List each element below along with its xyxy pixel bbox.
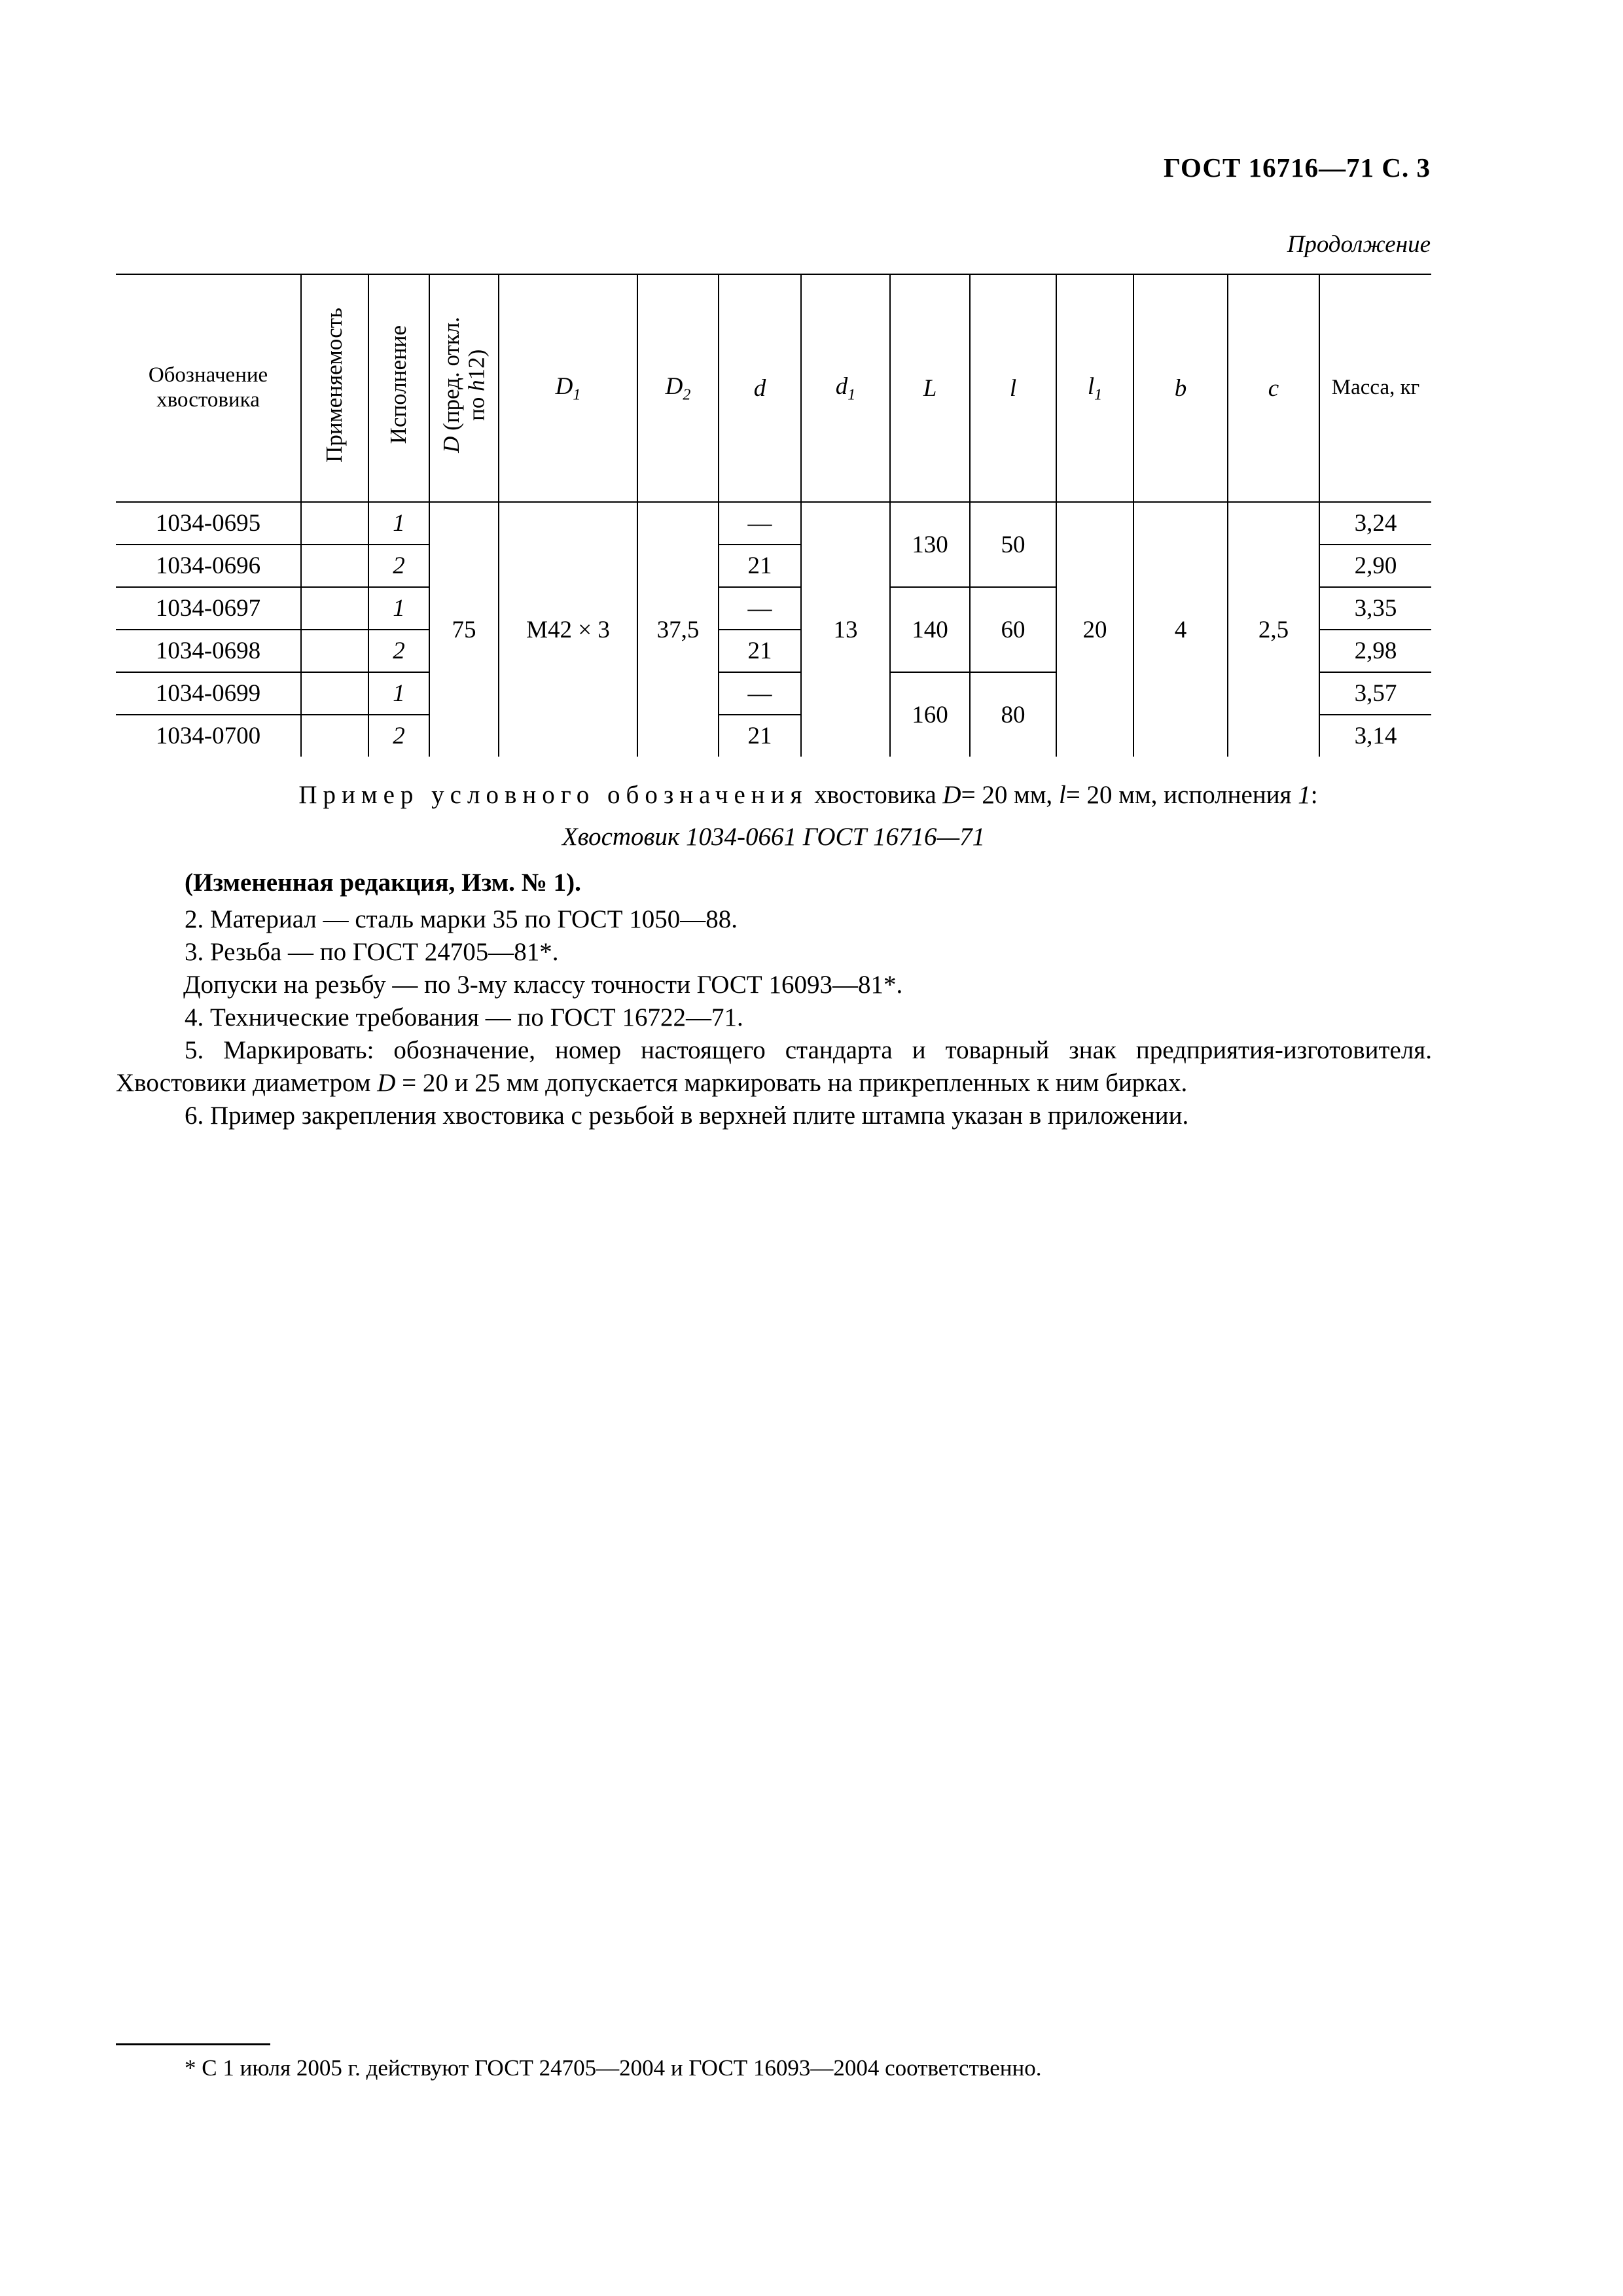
header-version bbox=[368, 274, 429, 502]
cell-L: 140 bbox=[890, 587, 970, 672]
cell-applicability bbox=[301, 545, 368, 587]
cell-d: 21 bbox=[719, 630, 801, 672]
header-D-text bbox=[439, 317, 490, 453]
cell-designation: 1034-0700 bbox=[116, 715, 301, 757]
header-c: c bbox=[1228, 274, 1319, 502]
header-d1-var: d bbox=[835, 372, 848, 400]
cell-version: 2 bbox=[368, 545, 429, 587]
header-l: l bbox=[970, 274, 1056, 502]
cell-D2: 37,5 bbox=[637, 502, 719, 757]
cell-d: 21 bbox=[719, 715, 801, 757]
cell-version: 1 bbox=[368, 502, 429, 545]
item-5-text-a: 5. Маркировать: обозначение, номер настоящего стандарта и товарный знак предприятия-изготовителя. Хвостовики диаметром bbox=[116, 1036, 1432, 1097]
header-D bbox=[429, 274, 499, 502]
cell-version: 1 bbox=[368, 672, 429, 715]
footnote: * С 1 июля 2005 г. действуют ГОСТ 24705—2004 и ГОСТ 16093—2004 соответственно. bbox=[185, 2055, 1042, 2081]
cell-b: 4 bbox=[1133, 502, 1228, 757]
header-d1 bbox=[801, 274, 890, 502]
header-D-note2: по bbox=[463, 397, 489, 421]
cell-l: 80 bbox=[970, 672, 1056, 757]
cell-d1: 13 bbox=[801, 502, 890, 757]
cell-D: 75 bbox=[429, 502, 499, 757]
cell-designation: 1034-0697 bbox=[116, 587, 301, 630]
cell-mass: 2,98 bbox=[1319, 630, 1431, 672]
cell-designation: 1034-0699 bbox=[116, 672, 301, 715]
header-D-note: (пред. откл. bbox=[438, 317, 464, 431]
cell-l: 60 bbox=[970, 587, 1056, 672]
header-l1 bbox=[1056, 274, 1133, 502]
amendment-note: (Измененная редакция, Изм. № 1). bbox=[185, 869, 581, 897]
cell-applicability bbox=[301, 587, 368, 630]
example-line bbox=[185, 780, 1432, 810]
item-5 bbox=[116, 1034, 1432, 1100]
cell-version: 2 bbox=[368, 715, 429, 757]
header-mass: Масса, кг bbox=[1319, 274, 1431, 502]
cell-l: 50 bbox=[970, 502, 1056, 587]
cell-mass: 3,24 bbox=[1319, 502, 1431, 545]
cell-d: — bbox=[719, 587, 801, 630]
cell-d: — bbox=[719, 502, 801, 545]
dimensions-table bbox=[116, 274, 1431, 757]
table-header-row bbox=[116, 274, 1431, 502]
continuation-label: Продолжение bbox=[1287, 231, 1431, 258]
header-D2 bbox=[637, 274, 719, 502]
cell-version: 2 bbox=[368, 630, 429, 672]
tolerance-note: Допуски на резьбу — по 3-му классу точности ГОСТ 16093—81*. bbox=[183, 971, 903, 999]
header-designation: Обозначение хвостовика bbox=[116, 274, 301, 502]
cell-d: 21 bbox=[719, 545, 801, 587]
example-lead: Пример условного обозначения bbox=[298, 781, 808, 809]
example-var-l: l bbox=[1058, 781, 1066, 809]
header-applicability-text: Применяемость bbox=[321, 307, 348, 463]
cell-applicability bbox=[301, 502, 368, 545]
example-var-D: D bbox=[942, 781, 961, 809]
cell-designation: 1034-0698 bbox=[116, 630, 301, 672]
example-text: хвостовика bbox=[814, 781, 936, 809]
cell-l1: 20 bbox=[1056, 502, 1133, 757]
item-2: 2. Материал — сталь марки 35 по ГОСТ 1050—88. bbox=[185, 905, 738, 933]
cell-applicability bbox=[301, 715, 368, 757]
header-D2-var: D bbox=[665, 372, 683, 400]
header-b: b bbox=[1133, 274, 1228, 502]
header-D1-sub: 1 bbox=[573, 386, 581, 404]
header-applicability bbox=[301, 274, 368, 502]
page-header: ГОСТ 16716—71 С. 3 bbox=[1163, 152, 1431, 183]
header-l1-sub: 1 bbox=[1094, 386, 1103, 404]
header-L: L bbox=[890, 274, 970, 502]
header-D-note3: 12) bbox=[463, 349, 489, 380]
example-eq-D: = 20 мм, bbox=[961, 781, 1053, 809]
cell-applicability bbox=[301, 672, 368, 715]
example-var-version: 1 bbox=[1298, 781, 1311, 809]
item-5-text-b: = 20 и 25 мм допускается маркировать на прикрепленных к ним бирках. bbox=[402, 1069, 1188, 1097]
item-6: 6. Пример закрепления хвостовика с резьбой в верхней плите штампа указан в приложении. bbox=[185, 1102, 1189, 1130]
cell-mass: 3,35 bbox=[1319, 587, 1431, 630]
table-row bbox=[116, 502, 1431, 545]
item-4: 4. Технические требования — по ГОСТ 16722—71. bbox=[185, 1003, 743, 1031]
requirements-list bbox=[116, 903, 1432, 1132]
cell-mass: 3,14 bbox=[1319, 715, 1431, 757]
header-D2-sub: 2 bbox=[683, 386, 691, 404]
cell-c: 2,5 bbox=[1228, 502, 1319, 757]
header-version-text: Исполнение bbox=[385, 325, 412, 444]
cell-L: 160 bbox=[890, 672, 970, 757]
header-d1-sub: 1 bbox=[847, 386, 856, 404]
cell-version: 1 bbox=[368, 587, 429, 630]
item-5-var: D bbox=[377, 1069, 396, 1097]
header-l1-var: l bbox=[1087, 372, 1095, 400]
header-D1 bbox=[499, 274, 637, 502]
example-code: Хвостовик 1034-0661 ГОСТ 16716—71 bbox=[562, 823, 986, 851]
cell-designation: 1034-0695 bbox=[116, 502, 301, 545]
example-end: : bbox=[1310, 781, 1318, 809]
footnote-divider bbox=[116, 2043, 270, 2045]
header-d: d bbox=[719, 274, 801, 502]
header-D1-var: D bbox=[555, 372, 573, 400]
header-D-note-var: h bbox=[463, 380, 489, 391]
cell-applicability bbox=[301, 630, 368, 672]
cell-designation: 1034-0696 bbox=[116, 545, 301, 587]
cell-mass: 2,90 bbox=[1319, 545, 1431, 587]
example-eq-l: = 20 мм, исполнения bbox=[1065, 781, 1292, 809]
cell-L: 130 bbox=[890, 502, 970, 587]
item-3: 3. Резьба — по ГОСТ 24705—81*. bbox=[185, 938, 559, 966]
cell-d: — bbox=[719, 672, 801, 715]
cell-mass: 3,57 bbox=[1319, 672, 1431, 715]
cell-D1: M42 × 3 bbox=[499, 502, 637, 757]
header-D-var: D bbox=[438, 436, 464, 453]
